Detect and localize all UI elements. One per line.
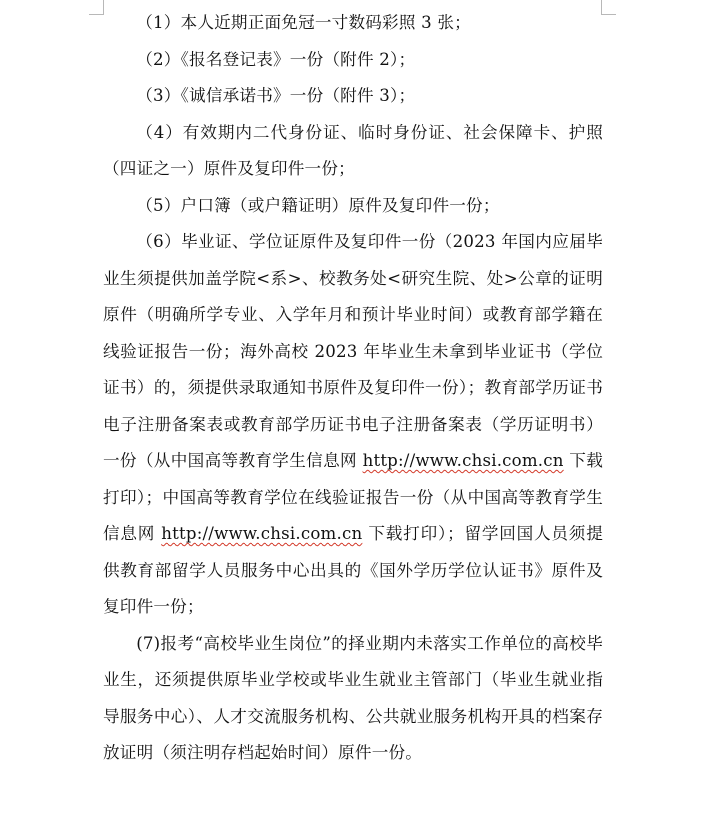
- document-body: [103, 5, 603, 772]
- chsi-url-link[interactable]: http://www.chsi.com.cn: [362, 451, 564, 470]
- item-text: 下载打印）；留学回国人员须提供教育部留学人员服务中心出具的《国外学历学位认证书》原件及复印件一份；: [103, 524, 603, 616]
- list-item-5: [103, 188, 603, 225]
- item-text: （6）毕业证、学位证原件及复印件一份（2023 年国内应届毕业生须提供加盖学院<系>、校教务处<研究生院、处>公章的证明原件（明确所学专业、入学年月和预计毕业时间）或教育部学籍在线验证报告一份；海外高校 2023 年毕业生未拿到毕业证书（学位证书）的，须提供录取通知书原件及复印件一份）；教育部学历证书电子注册备案表或教育部学历证书电子注册备案表（学历证明书）一份（从中国高等教育学生信息网: [103, 232, 603, 470]
- list-item-2: [103, 42, 603, 79]
- item-text: （2）《报名登记表》一份（附件 2）；: [136, 49, 416, 69]
- item-text: （3）《诚信承诺书》一份（附件 3）；: [136, 86, 416, 105]
- list-item-4: [103, 115, 603, 188]
- item-text: （5）户口簿（或户籍证明）原件及复印件一份；: [136, 195, 500, 215]
- margin-corner-mark-right: [601, 0, 616, 15]
- chsi-url-link[interactable]: http://www.chsi.com.cn: [161, 524, 363, 543]
- list-item-7: [103, 626, 603, 772]
- item-text: （4）有效期内二代身份证、临时身份证、社会保障卡、护照（四证之一）原件及复印件一份；: [103, 122, 603, 178]
- item-text: 下载打印）；中国高等教育学位在线验证报告一份（从中国高等教育学生信息网: [103, 451, 603, 543]
- item-text: (7)报考“高校毕业生岗位”的择业期内未落实工作单位的高校毕业生，还须提供原毕业学校或毕业生就业主管部门（毕业生就业指导服务中心）、人才交流服务机构、公共就业服务机构开具的档案存放证明（须注明存档起始时间）原件一份。: [103, 633, 603, 762]
- list-item-1: [103, 5, 603, 42]
- list-item-6: [103, 224, 603, 626]
- margin-corner-mark-left: [89, 0, 104, 15]
- list-item-3: [103, 78, 603, 115]
- item-text: （1）本人近期正面免冠一寸数码彩照 3 张；: [136, 13, 471, 32]
